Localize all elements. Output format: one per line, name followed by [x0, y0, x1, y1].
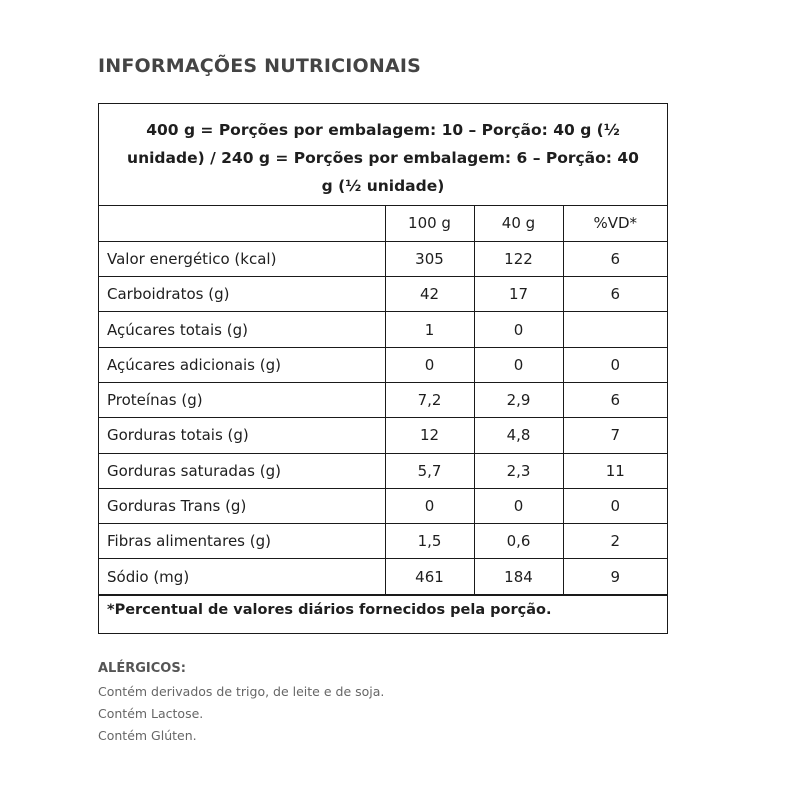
header-row: [99, 206, 667, 241]
value-40g: 4,8: [474, 418, 563, 453]
value-100g: 0: [385, 488, 474, 523]
page-title: INFORMAÇÕES NUTRICIONAIS: [98, 55, 422, 77]
table-row: [99, 453, 667, 488]
nutrient-name: Gorduras totais (g): [99, 418, 385, 453]
value-40g: 2,9: [474, 382, 563, 417]
nutrient-grid: [99, 206, 667, 595]
value-vd: 2: [563, 524, 667, 559]
value-40g: 17: [474, 277, 563, 312]
table-row: [99, 524, 667, 559]
value-100g: 12: [385, 418, 474, 453]
column-header: %VD*: [563, 206, 667, 241]
value-40g: 0: [474, 312, 563, 347]
nutrient-name: Valor energético (kcal): [99, 241, 385, 276]
value-vd: 6: [563, 241, 667, 276]
value-40g: 122: [474, 241, 563, 276]
value-vd: 6: [563, 382, 667, 417]
value-40g: 184: [474, 559, 563, 594]
value-vd: [563, 312, 667, 347]
value-100g: 1: [385, 312, 474, 347]
value-vd: 9: [563, 559, 667, 594]
portion-line: 400 g = Porções por embalagem: 10 – Porção: 40 g (½: [146, 121, 620, 139]
allergen-line: Contém derivados de trigo, de leite e de soja.: [98, 684, 385, 699]
column-header: [99, 206, 385, 241]
value-40g: 0: [474, 347, 563, 382]
nutrient-name: Açúcares totais (g): [99, 312, 385, 347]
value-40g: 2,3: [474, 453, 563, 488]
value-100g: 42: [385, 277, 474, 312]
nutrient-name: Fibras alimentares (g): [99, 524, 385, 559]
value-100g: 0: [385, 347, 474, 382]
value-40g: 0,6: [474, 524, 563, 559]
value-100g: 7,2: [385, 382, 474, 417]
value-vd: 0: [563, 347, 667, 382]
nutrient-name: Sódio (mg): [99, 559, 385, 594]
table-row: [99, 241, 667, 276]
allergen-line: Contém Glúten.: [98, 728, 197, 743]
value-vd: 6: [563, 277, 667, 312]
portion-line: g (½ unidade): [321, 177, 445, 195]
value-vd: 0: [563, 488, 667, 523]
allergens-title: ALÉRGICOS:: [98, 661, 186, 676]
value-100g: 1,5: [385, 524, 474, 559]
portion-info: [99, 104, 667, 206]
value-100g: 5,7: [385, 453, 474, 488]
footnote: *Percentual de valores diários fornecidos pela porção.: [99, 595, 667, 633]
column-header: 100 g: [385, 206, 474, 241]
value-100g: 305: [385, 241, 474, 276]
allergen-line: Contém Lactose.: [98, 706, 204, 721]
value-vd: 7: [563, 418, 667, 453]
allergens-section: [98, 661, 384, 747]
table-row: [99, 418, 667, 453]
table-row: [99, 277, 667, 312]
column-header: 40 g: [474, 206, 563, 241]
table-row: [99, 312, 667, 347]
nutrient-name: Açúcares adicionais (g): [99, 347, 385, 382]
value-vd: 11: [563, 453, 667, 488]
table-row: [99, 559, 667, 594]
table-row: [99, 488, 667, 523]
nutrient-name: Carboidratos (g): [99, 277, 385, 312]
table-row: [99, 347, 667, 382]
table-row: [99, 382, 667, 417]
value-40g: 0: [474, 488, 563, 523]
nutrient-name: Gorduras Trans (g): [99, 488, 385, 523]
value-100g: 461: [385, 559, 474, 594]
nutrition-table: [98, 103, 668, 634]
portion-line: unidade) / 240 g = Porções por embalagem: 6 – Porção: 40: [127, 149, 639, 167]
nutrient-name: Gorduras saturadas (g): [99, 453, 385, 488]
nutrient-name: Proteínas (g): [99, 382, 385, 417]
